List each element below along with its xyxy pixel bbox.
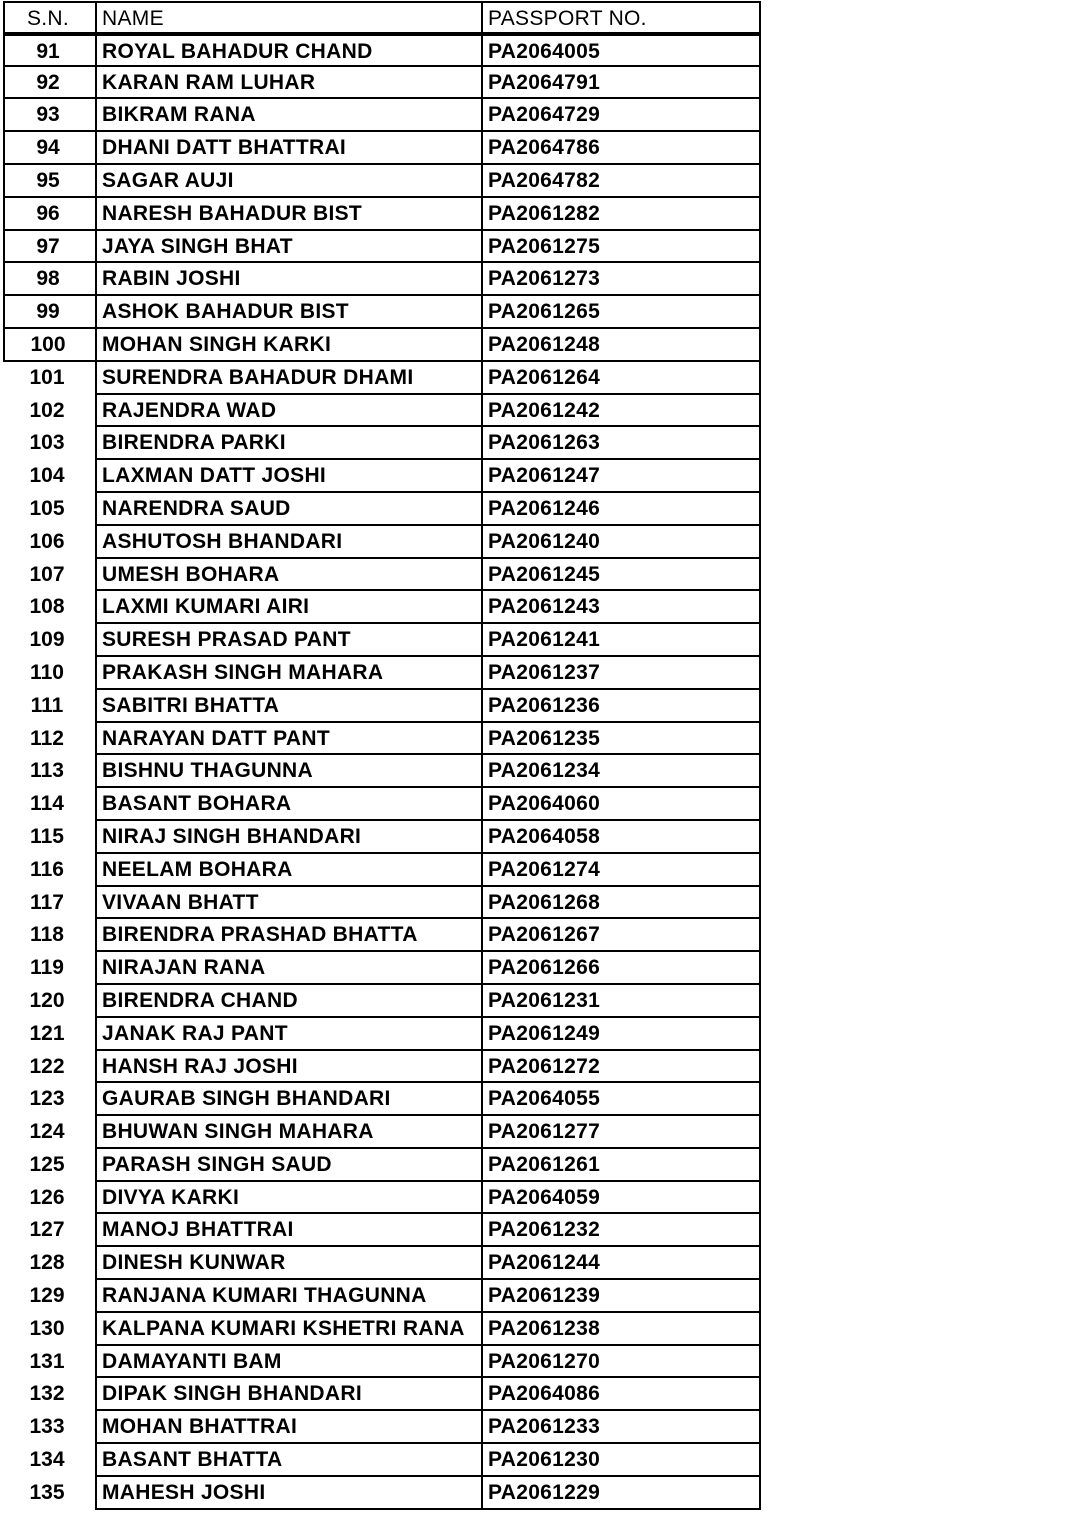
row-passport: PA2061244 bbox=[483, 1247, 761, 1280]
table-row bbox=[3, 526, 761, 559]
row-passport: PA2061241 bbox=[483, 624, 761, 657]
row-passport: PA2061266 bbox=[483, 952, 761, 985]
row-name: NIRAJ SINGH BHANDARI bbox=[97, 821, 483, 854]
row-sn: 119 bbox=[3, 952, 97, 985]
table-row bbox=[3, 1378, 761, 1411]
row-passport: PA2061264 bbox=[483, 362, 761, 395]
row-passport: PA2061230 bbox=[483, 1444, 761, 1477]
row-name: BIRENDRA PRASHAD BHATTA bbox=[97, 919, 483, 952]
row-name: ROYAL BAHADUR CHAND bbox=[97, 34, 483, 67]
table-row bbox=[3, 165, 761, 198]
row-sn: 132 bbox=[3, 1378, 97, 1411]
row-sn: 135 bbox=[3, 1477, 97, 1510]
table-row bbox=[3, 755, 761, 788]
table-row bbox=[3, 559, 761, 592]
row-passport: PA2061234 bbox=[483, 755, 761, 788]
table-row bbox=[3, 1247, 761, 1280]
table-row bbox=[3, 1018, 761, 1051]
row-passport: PA2061267 bbox=[483, 919, 761, 952]
row-name: KARAN RAM LUHAR bbox=[97, 67, 483, 100]
row-passport: PA2061239 bbox=[483, 1280, 761, 1313]
row-passport: PA2064059 bbox=[483, 1182, 761, 1215]
table-row bbox=[3, 34, 761, 67]
row-passport: PA2064055 bbox=[483, 1083, 761, 1116]
header-name: NAME bbox=[97, 1, 483, 34]
row-name: NARAYAN DATT PANT bbox=[97, 723, 483, 756]
row-passport: PA2061274 bbox=[483, 854, 761, 887]
row-passport: PA2061237 bbox=[483, 657, 761, 690]
row-name: NIRAJAN RANA bbox=[97, 952, 483, 985]
row-passport: PA2064086 bbox=[483, 1378, 761, 1411]
row-name: DIPAK SINGH BHANDARI bbox=[97, 1378, 483, 1411]
row-sn: 105 bbox=[3, 493, 97, 526]
row-sn: 128 bbox=[3, 1247, 97, 1280]
row-name: RABIN JOSHI bbox=[97, 263, 483, 296]
row-sn: 115 bbox=[3, 821, 97, 854]
table-row bbox=[3, 1477, 761, 1510]
row-sn: 114 bbox=[3, 788, 97, 821]
row-sn: 110 bbox=[3, 657, 97, 690]
row-sn: 130 bbox=[3, 1313, 97, 1346]
row-passport: PA2064729 bbox=[483, 99, 761, 132]
row-name: JAYA SINGH BHAT bbox=[97, 231, 483, 264]
table-row bbox=[3, 1444, 761, 1477]
row-name: DAMAYANTI BAM bbox=[97, 1346, 483, 1379]
table-row bbox=[3, 919, 761, 952]
row-sn: 117 bbox=[3, 887, 97, 920]
table-row bbox=[3, 1411, 761, 1444]
row-name: BASANT BOHARA bbox=[97, 788, 483, 821]
row-name: BISHNU THAGUNNA bbox=[97, 755, 483, 788]
table-row bbox=[3, 1214, 761, 1247]
table-header-row bbox=[3, 1, 761, 34]
table-row bbox=[3, 427, 761, 460]
row-name: ASHOK BAHADUR BIST bbox=[97, 296, 483, 329]
row-sn: 94 bbox=[3, 132, 97, 165]
row-passport: PA2061240 bbox=[483, 526, 761, 559]
row-name: BIKRAM RANA bbox=[97, 99, 483, 132]
row-name: GAURAB SINGH BHANDARI bbox=[97, 1083, 483, 1116]
table-row bbox=[3, 723, 761, 756]
row-sn: 103 bbox=[3, 427, 97, 460]
row-passport: PA2061232 bbox=[483, 1214, 761, 1247]
table-row bbox=[3, 67, 761, 100]
row-sn: 98 bbox=[3, 263, 97, 296]
row-name: NEELAM BOHARA bbox=[97, 854, 483, 887]
table-row bbox=[3, 1280, 761, 1313]
row-passport: PA2061245 bbox=[483, 559, 761, 592]
table-row bbox=[3, 296, 761, 329]
row-sn: 120 bbox=[3, 985, 97, 1018]
row-name: DIVYA KARKI bbox=[97, 1182, 483, 1215]
row-name: BIRENDRA PARKI bbox=[97, 427, 483, 460]
row-passport: PA2061273 bbox=[483, 263, 761, 296]
table-row bbox=[3, 821, 761, 854]
row-sn: 133 bbox=[3, 1411, 97, 1444]
row-sn: 96 bbox=[3, 198, 97, 231]
row-passport: PA2064005 bbox=[483, 34, 761, 67]
row-sn: 124 bbox=[3, 1116, 97, 1149]
table-row bbox=[3, 591, 761, 624]
row-passport: PA2061263 bbox=[483, 427, 761, 460]
table-row bbox=[3, 132, 761, 165]
table-row bbox=[3, 952, 761, 985]
row-name: MANOJ BHATTRAI bbox=[97, 1214, 483, 1247]
row-passport: PA2061270 bbox=[483, 1346, 761, 1379]
row-name: NARESH BAHADUR BIST bbox=[97, 198, 483, 231]
row-passport: PA2061277 bbox=[483, 1116, 761, 1149]
row-name: RANJANA KUMARI THAGUNNA bbox=[97, 1280, 483, 1313]
row-sn: 107 bbox=[3, 559, 97, 592]
header-sn: S.N. bbox=[3, 1, 97, 34]
row-sn: 97 bbox=[3, 231, 97, 264]
row-sn: 121 bbox=[3, 1018, 97, 1051]
table-row bbox=[3, 854, 761, 887]
row-name: SAGAR AUJI bbox=[97, 165, 483, 198]
row-sn: 100 bbox=[3, 329, 97, 362]
row-passport: PA2061268 bbox=[483, 887, 761, 920]
table-row bbox=[3, 788, 761, 821]
row-sn: 125 bbox=[3, 1149, 97, 1182]
table-row bbox=[3, 1149, 761, 1182]
row-sn: 91 bbox=[3, 34, 97, 67]
row-name: BIRENDRA CHAND bbox=[97, 985, 483, 1018]
row-sn: 123 bbox=[3, 1083, 97, 1116]
table-row bbox=[3, 985, 761, 1018]
table-row bbox=[3, 329, 761, 362]
row-sn: 99 bbox=[3, 296, 97, 329]
row-sn: 104 bbox=[3, 460, 97, 493]
row-passport: PA2061261 bbox=[483, 1149, 761, 1182]
table-row bbox=[3, 99, 761, 132]
row-passport: PA2064060 bbox=[483, 788, 761, 821]
row-name: UMESH BOHARA bbox=[97, 559, 483, 592]
table-row bbox=[3, 1182, 761, 1215]
row-sn: 111 bbox=[3, 690, 97, 723]
table-row bbox=[3, 395, 761, 428]
table-row bbox=[3, 1346, 761, 1379]
row-name: LAXMAN DATT JOSHI bbox=[97, 460, 483, 493]
row-name: BASANT BHATTA bbox=[97, 1444, 483, 1477]
row-name: PARASH SINGH SAUD bbox=[97, 1149, 483, 1182]
row-sn: 93 bbox=[3, 99, 97, 132]
row-name: VIVAAN BHATT bbox=[97, 887, 483, 920]
row-passport: PA2061235 bbox=[483, 723, 761, 756]
row-sn: 106 bbox=[3, 526, 97, 559]
row-passport: PA2061246 bbox=[483, 493, 761, 526]
row-sn: 126 bbox=[3, 1182, 97, 1215]
passport-table bbox=[3, 1, 761, 1510]
row-name: MOHAN SINGH KARKI bbox=[97, 329, 483, 362]
row-sn: 129 bbox=[3, 1280, 97, 1313]
table-row bbox=[3, 1116, 761, 1149]
row-sn: 109 bbox=[3, 624, 97, 657]
row-sn: 113 bbox=[3, 755, 97, 788]
row-passport: PA2061247 bbox=[483, 460, 761, 493]
row-name: LAXMI KUMARI AIRI bbox=[97, 591, 483, 624]
table-row bbox=[3, 362, 761, 395]
row-passport: PA2061275 bbox=[483, 231, 761, 264]
row-name: DHANI DATT BHATTRAI bbox=[97, 132, 483, 165]
row-sn: 108 bbox=[3, 591, 97, 624]
row-passport: PA2064782 bbox=[483, 165, 761, 198]
row-name: MOHAN BHATTRAI bbox=[97, 1411, 483, 1444]
row-passport: PA2064791 bbox=[483, 67, 761, 100]
row-passport: PA2061238 bbox=[483, 1313, 761, 1346]
row-name: KALPANA KUMARI KSHETRI RANA bbox=[97, 1313, 483, 1346]
table-row bbox=[3, 198, 761, 231]
row-passport: PA2061231 bbox=[483, 985, 761, 1018]
table-row bbox=[3, 887, 761, 920]
row-name: MAHESH JOSHI bbox=[97, 1477, 483, 1510]
row-sn: 118 bbox=[3, 919, 97, 952]
table-row bbox=[3, 460, 761, 493]
row-name: BHUWAN SINGH MAHARA bbox=[97, 1116, 483, 1149]
row-name: SURESH PRASAD PANT bbox=[97, 624, 483, 657]
row-passport: PA2061282 bbox=[483, 198, 761, 231]
row-passport: PA2064058 bbox=[483, 821, 761, 854]
row-passport: PA2061272 bbox=[483, 1051, 761, 1084]
row-name: NARENDRA SAUD bbox=[97, 493, 483, 526]
row-passport: PA2061248 bbox=[483, 329, 761, 362]
table-row bbox=[3, 624, 761, 657]
row-name: JANAK RAJ PANT bbox=[97, 1018, 483, 1051]
row-name: ASHUTOSH BHANDARI bbox=[97, 526, 483, 559]
row-passport: PA2064786 bbox=[483, 132, 761, 165]
row-name: HANSH RAJ JOSHI bbox=[97, 1051, 483, 1084]
row-sn: 92 bbox=[3, 67, 97, 100]
row-passport: PA2061233 bbox=[483, 1411, 761, 1444]
row-sn: 116 bbox=[3, 854, 97, 887]
table-row bbox=[3, 657, 761, 690]
row-sn: 131 bbox=[3, 1346, 97, 1379]
table-row bbox=[3, 1313, 761, 1346]
table-row bbox=[3, 231, 761, 264]
row-passport: PA2061249 bbox=[483, 1018, 761, 1051]
row-name: SURENDRA BAHADUR DHAMI bbox=[97, 362, 483, 395]
row-sn: 134 bbox=[3, 1444, 97, 1477]
row-name: RAJENDRA WAD bbox=[97, 395, 483, 428]
table-row bbox=[3, 1083, 761, 1116]
row-sn: 127 bbox=[3, 1214, 97, 1247]
row-sn: 112 bbox=[3, 723, 97, 756]
row-sn: 95 bbox=[3, 165, 97, 198]
row-passport: PA2061236 bbox=[483, 690, 761, 723]
row-name: DINESH KUNWAR bbox=[97, 1247, 483, 1280]
row-passport: PA2061242 bbox=[483, 395, 761, 428]
row-sn: 101 bbox=[3, 362, 97, 395]
table-row bbox=[3, 493, 761, 526]
row-sn: 102 bbox=[3, 395, 97, 428]
table-row bbox=[3, 1051, 761, 1084]
row-passport: PA2061265 bbox=[483, 296, 761, 329]
row-sn: 122 bbox=[3, 1051, 97, 1084]
header-passport: PASSPORT NO. bbox=[483, 1, 761, 34]
table-row bbox=[3, 690, 761, 723]
row-name: PRAKASH SINGH MAHARA bbox=[97, 657, 483, 690]
row-passport: PA2061229 bbox=[483, 1477, 761, 1510]
table-body bbox=[3, 34, 761, 1510]
table-row bbox=[3, 263, 761, 296]
row-passport: PA2061243 bbox=[483, 591, 761, 624]
row-name: SABITRI BHATTA bbox=[97, 690, 483, 723]
